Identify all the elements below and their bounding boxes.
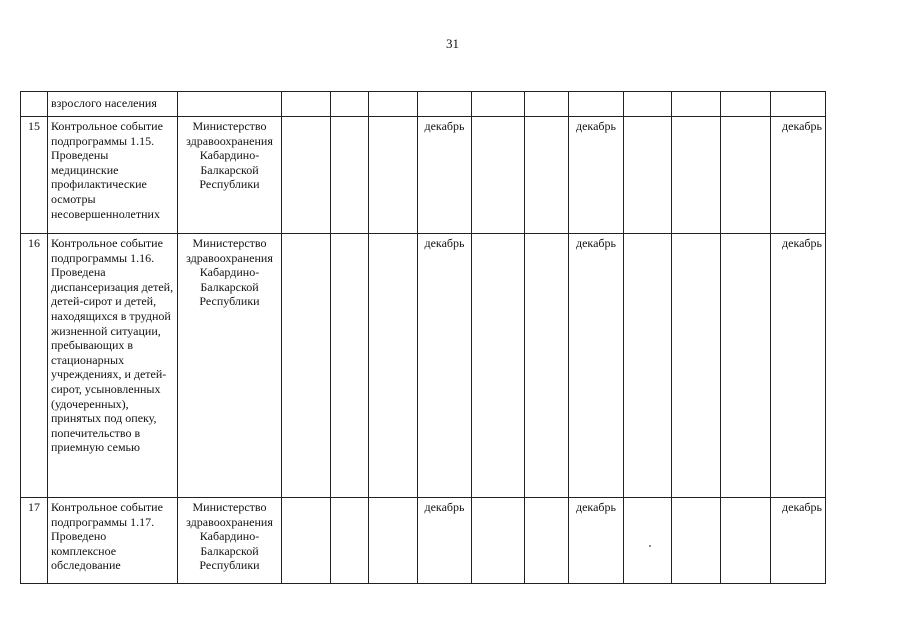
empty-cell [721,234,771,498]
empty-cell [472,234,525,498]
empty-cell [721,117,771,234]
executor-cell [178,92,282,117]
empty-cell [525,92,569,117]
page-number: 31 [446,36,459,51]
deadline-cell: декабрь [771,117,826,234]
empty-cell [282,117,331,234]
table-row-continuation [21,92,826,117]
empty-cell [569,92,624,117]
empty-cell [721,92,771,117]
empty-cell [624,498,672,584]
deadline-cell: декабрь [418,498,472,584]
num-cell [21,92,48,117]
empty-cell [331,234,369,498]
description-cell: Контрольное событие подпрограммы 1.16. Проведена диспансеризация детей, детей-сирот и детей, находящихся в трудной жизненной ситуации, пребывающих в стационарных учреждениях, и детей-сирот, усыновленных (удочеренных), принятых под опеку, попечительство в приемную семью [48,234,178,498]
empty-cell [282,234,331,498]
row-number: 15 [21,117,48,234]
executor-cell: Министерство здравоохранения Кабардино-Балкарской Республики [178,498,282,584]
empty-cell [771,92,826,117]
deadline-cell: декабрь [418,117,472,234]
empty-cell [331,117,369,234]
empty-cell [672,234,721,498]
row-number: 17 [21,498,48,584]
empty-cell [282,498,331,584]
empty-cell [418,92,472,117]
scan-speck [649,545,651,547]
deadline-cell: декабрь [418,234,472,498]
empty-cell [525,498,569,584]
executor-cell: Министерство здравоохранения Кабардино-Балкарской Республики [178,234,282,498]
empty-cell [472,92,525,117]
row-number: 16 [21,234,48,498]
empty-cell [672,498,721,584]
empty-cell [472,498,525,584]
empty-cell [624,117,672,234]
executor-cell: Министерство здравоохранения Кабардино-Балкарской Республики [178,117,282,234]
deadline-cell: декабрь [569,117,624,234]
empty-cell [331,498,369,584]
empty-cell [331,92,369,117]
table-row [21,234,826,498]
empty-cell [525,234,569,498]
table-row [21,117,826,234]
description-cell: взрослого населения [48,92,178,117]
empty-cell [525,117,569,234]
empty-cell [472,117,525,234]
empty-cell [282,92,331,117]
empty-cell [369,498,418,584]
deadline-cell: декабрь [771,234,826,498]
description-cell: Контрольное событие подпрограммы 1.15. Проведены медицинские профилактические осмотры несовершеннолетних [48,117,178,234]
empty-cell [624,92,672,117]
empty-cell [624,234,672,498]
deadline-cell: декабрь [569,234,624,498]
empty-cell [672,117,721,234]
empty-cell [721,498,771,584]
control-events-table [20,91,826,584]
table-row [21,498,826,584]
deadline-cell: декабрь [569,498,624,584]
empty-cell [672,92,721,117]
empty-cell [369,92,418,117]
empty-cell [369,234,418,498]
deadline-cell: декабрь [771,498,826,584]
empty-cell [369,117,418,234]
description-cell: Контрольное событие подпрограммы 1.17. Проведено комплексное обследование [48,498,178,584]
